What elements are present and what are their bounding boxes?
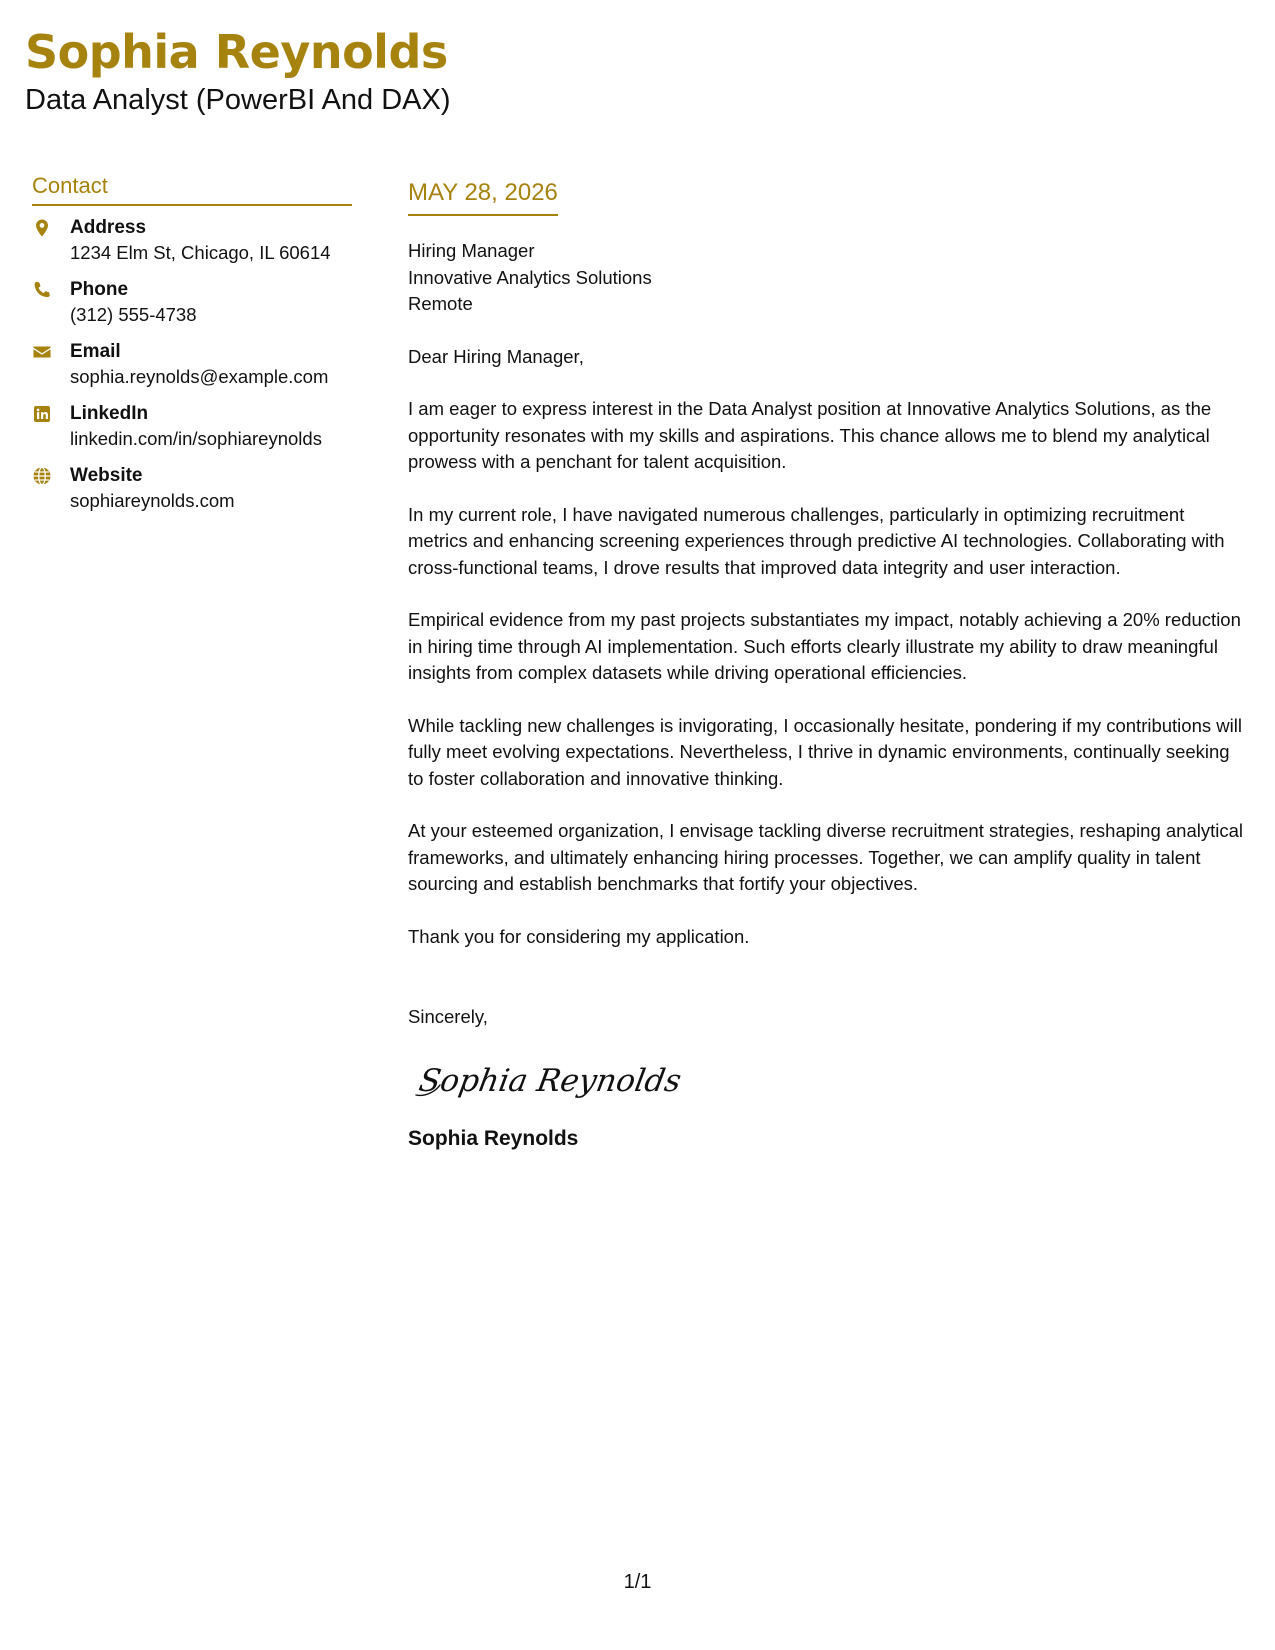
website-value[interactable]: sophiareynolds.com	[70, 490, 235, 511]
letter-paragraph: Empirical evidence from my past projects substantiates my impact, notably achieving a 20% reduction in hiring time through AI implementation. Such efforts clearly illustrate my ability to draw meaningful insights from complex datasets while driving operational efficiencies.	[408, 609, 1241, 683]
signature-image	[412, 1055, 684, 1105]
letter-paragraph: Thank you for considering my application.	[408, 925, 750, 947]
envelope-icon	[32, 340, 70, 364]
contact-item-phone	[32, 278, 352, 328]
closing: Sincerely,	[408, 1006, 488, 1027]
contact-sidebar	[32, 172, 352, 526]
email-value[interactable]: sophia.reynolds@example.com	[70, 366, 329, 387]
cover-letter-body	[408, 178, 1248, 1153]
contact-item-linkedin	[32, 402, 352, 452]
letter-paragraph: I am eager to express interest in the Data Analyst position at Innovative Analytics Solutions, as the opportunity resonates with my skills and aspirations. This chance allows me to blend my analytical prowess with a penchant for talent acquisition.	[408, 398, 1212, 472]
svg-text:Sophia Reynolds: Sophia Reynolds	[416, 1062, 684, 1099]
globe-icon	[32, 464, 70, 488]
contact-item-address	[32, 216, 352, 266]
contact-item-email	[32, 340, 352, 390]
linkedin-icon	[32, 402, 70, 426]
recipient-line: Hiring Manager	[408, 240, 535, 261]
website-label: Website	[70, 465, 143, 486]
phone-icon	[32, 278, 70, 302]
recipient-block	[408, 238, 1248, 318]
salutation: Dear Hiring Manager,	[408, 345, 584, 367]
job-title: Data Analyst (PowerBI And DAX)	[25, 84, 451, 116]
linkedin-value[interactable]: linkedin.com/in/sophiareynolds	[70, 428, 322, 449]
map-pin-icon	[32, 216, 70, 240]
page-number: 1/1	[623, 1571, 652, 1593]
recipient-line: Remote	[408, 293, 473, 314]
phone-label: Phone	[70, 279, 129, 300]
address-label: Address	[70, 217, 147, 238]
letter-paragraph: In my current role, I have navigated numerous challenges, particularly in optimizing recruitment metrics and enhancing screening experiences through predictive AI technologies. Collaborating with cross-functional teams, I drove results that improved data integrity and user interaction.	[408, 503, 1225, 578]
letter-paragraph: At your esteemed organization, I envisage tackling diverse recruitment strategies, reshaping analytical frameworks, and ultimately enhancing hiring processes. Together, we can amplify quality in talent sourcing and establish benchmarks that fortify your objectives.	[408, 820, 1243, 894]
phone-value: (312) 555-4738	[70, 304, 197, 325]
linkedin-label: LinkedIn	[70, 403, 149, 424]
email-label: Email	[70, 341, 121, 362]
letter-date: MAY 28, 2026	[408, 178, 558, 216]
applicant-name: Sophia Reynolds	[25, 25, 448, 79]
signer-name: Sophia Reynolds	[408, 1126, 579, 1150]
address-value: 1234 Elm St, Chicago, IL 60614	[70, 242, 331, 263]
recipient-line: Innovative Analytics Solutions	[408, 266, 652, 288]
contact-section-title: Contact	[32, 172, 352, 206]
contact-item-website	[32, 464, 352, 514]
letter-paragraph: While tackling new challenges is invigorating, I occasionally hesitate, pondering if my contributions will fully meet evolving expectations. Nevertheless, I thrive in dynamic environments, continually seeking to foster collaboration and innovative thinking.	[408, 714, 1242, 789]
